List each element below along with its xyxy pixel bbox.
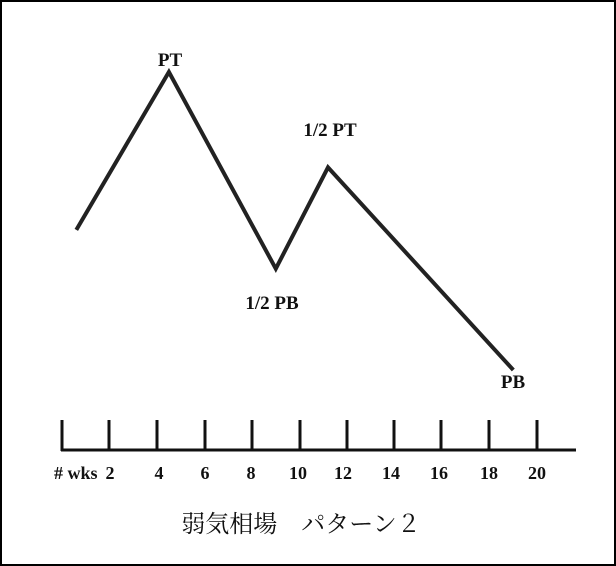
tick-label: 14 xyxy=(382,463,400,483)
timeline-tick-marks xyxy=(62,420,537,451)
tick-label: 6 xyxy=(200,463,210,483)
tick-label: 18 xyxy=(480,463,498,483)
tick-label: 10 xyxy=(289,463,307,483)
tick-label: 16 xyxy=(430,463,448,483)
diagram-caption: 弱気相場 パターン２ xyxy=(181,510,421,538)
label-half-pullback: 1/2 PB xyxy=(245,293,299,314)
label-peak: PT xyxy=(157,50,183,71)
axis-label-weeks: # wks xyxy=(54,463,98,483)
tick-label: 8 xyxy=(246,463,256,483)
tick-label: 12 xyxy=(334,463,352,483)
price-path-line xyxy=(76,72,513,370)
tick-label: 2 xyxy=(105,463,115,483)
tick-label: 4 xyxy=(154,463,164,483)
tick-label: 20 xyxy=(528,463,546,483)
label-pullback: PB xyxy=(500,372,526,393)
label-half-peak: 1/2 PT xyxy=(303,120,357,141)
